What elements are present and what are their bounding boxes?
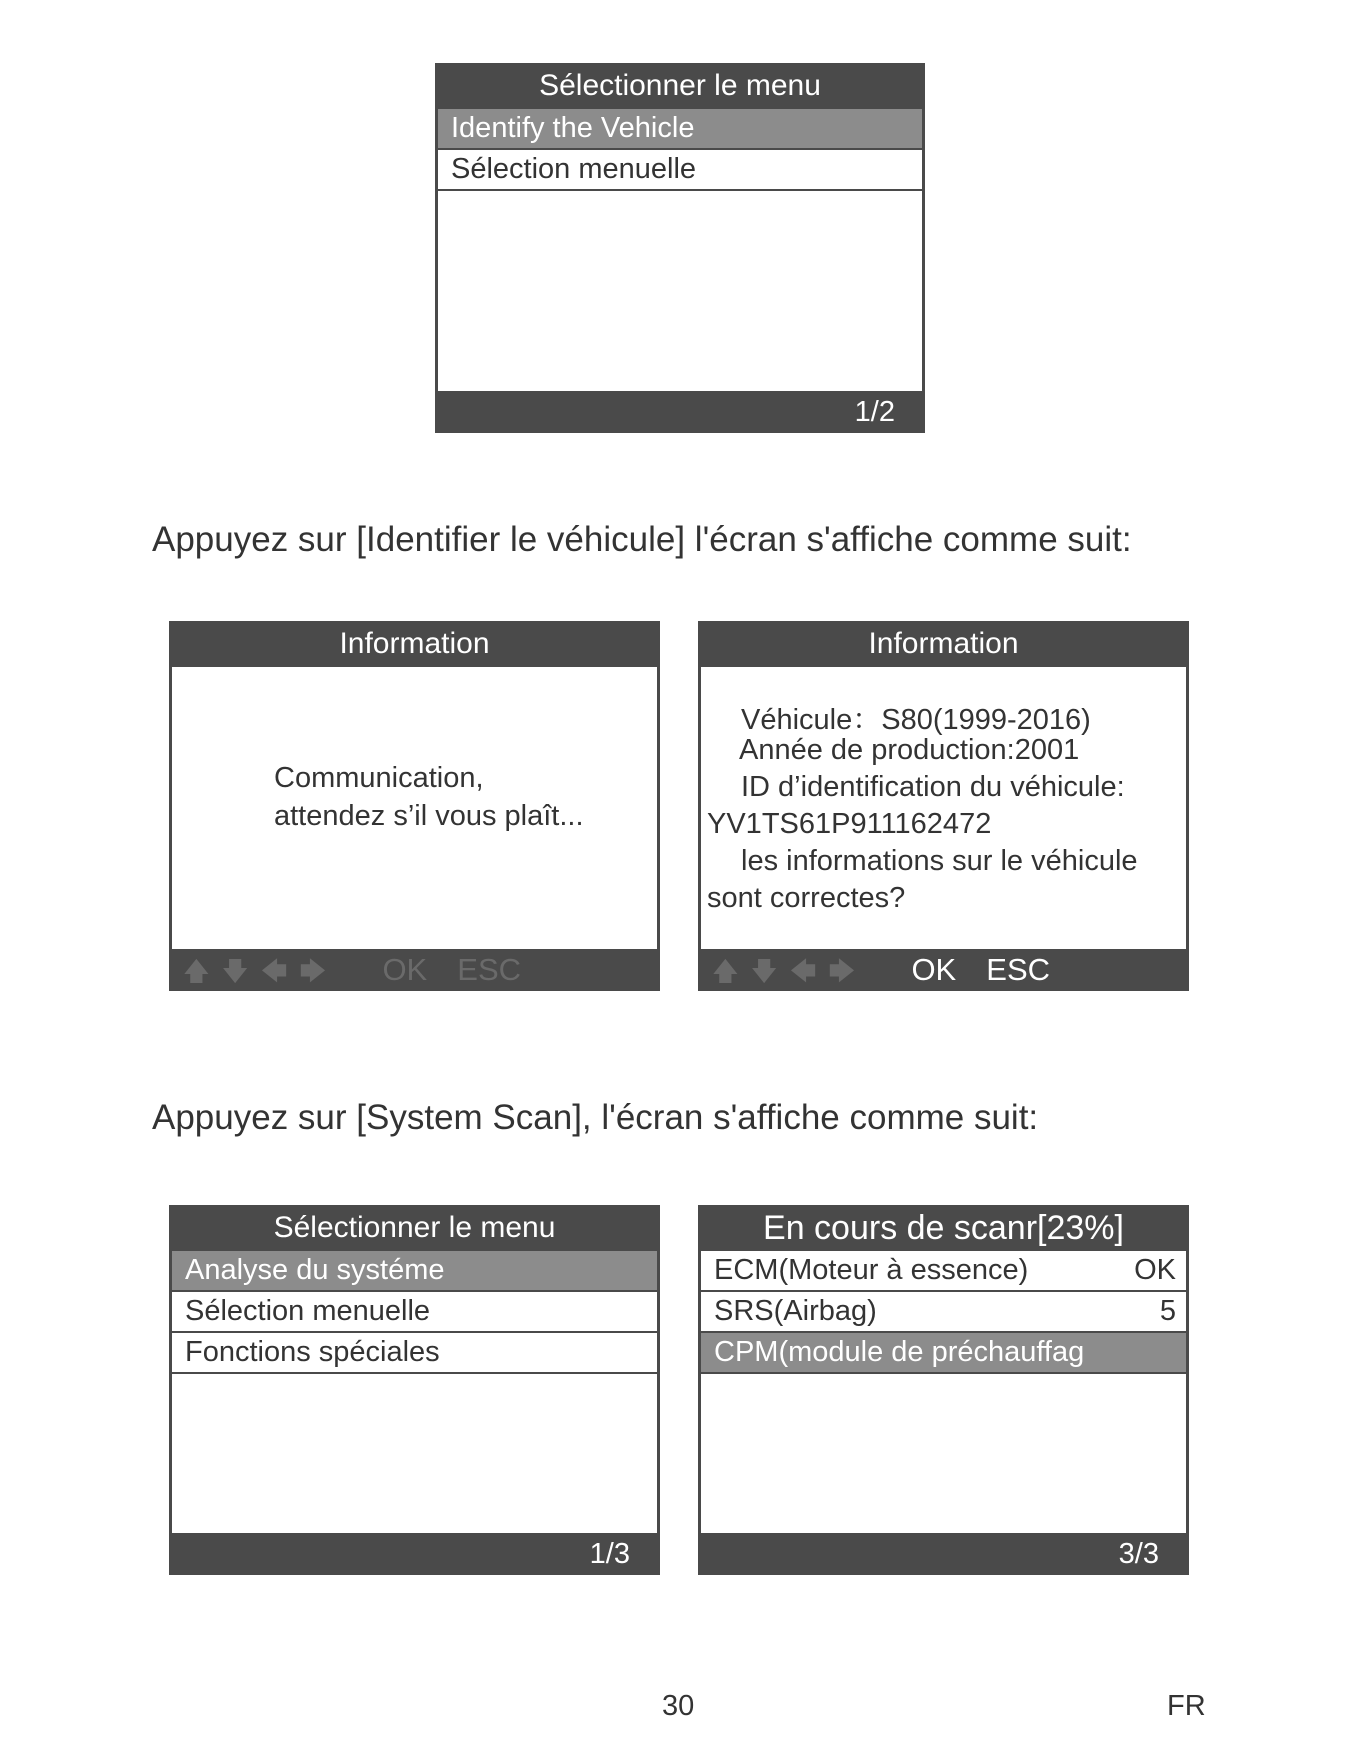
esc-button[interactable]: ESC [457, 952, 522, 987]
production-year-line: Année de production:2001 [739, 734, 1080, 766]
menu-item-manual-selection[interactable]: Sélection menuelle [438, 150, 922, 191]
ok-button[interactable]: OK [911, 952, 957, 987]
page-indicator: 1/2 [854, 396, 895, 428]
page-indicator: 1/3 [589, 1538, 630, 1570]
scan-row-ecm[interactable] [701, 1251, 1186, 1292]
module-name: CPM(module de préchauffag [714, 1336, 1085, 1368]
language-code: FR [1167, 1690, 1206, 1722]
menu-item-special-functions[interactable]: Fonctions spéciales [172, 1333, 657, 1374]
screen-footer [169, 1533, 660, 1575]
confirm-question-line: sont correctes? [707, 882, 906, 914]
arrow-right-icon: 🡆 [828, 956, 856, 986]
menu-item-system-scan[interactable]: Analyse du systéme [172, 1251, 657, 1292]
nav-controls [712, 949, 1050, 992]
screen-footer [698, 1533, 1189, 1575]
screen-footer [435, 391, 925, 433]
screen-body [701, 667, 1186, 949]
screen-body [172, 667, 657, 949]
vehicle-model-line: Véhicule：S80(1999-2016) [741, 704, 1091, 736]
module-status: OK [1134, 1254, 1176, 1286]
screen-title: Sélectionner le menu [273, 1211, 556, 1244]
menu-item-identify-vehicle[interactable]: Identify the Vehicle [438, 109, 922, 150]
arrow-up-icon: 🡅 [183, 956, 210, 986]
confirm-question-line: les informations sur le véhicule [741, 845, 1138, 877]
scan-progress-screen [698, 1205, 1189, 1575]
screen-title: Information [339, 627, 490, 660]
information-communication-screen [169, 621, 660, 991]
select-menu-screen [169, 1205, 660, 1575]
ok-button[interactable]: OK [382, 952, 428, 987]
screen-footer [698, 949, 1189, 991]
screen-title: Sélectionner le menu [539, 69, 821, 102]
screen-title: Information [868, 627, 1019, 660]
arrow-up-icon: 🡅 [712, 956, 739, 986]
menu-item-manual-selection[interactable]: Sélection menuelle [172, 1292, 657, 1333]
vin-label-line: ID d’identification du véhicule: [741, 771, 1125, 803]
arrow-left-icon: 🡄 [789, 956, 817, 986]
status-message-line: Communication, [274, 762, 484, 794]
page-indicator: 3/3 [1118, 1538, 1159, 1570]
instruction-caption: Appuyez sur [System Scan], l'écran s'affiche comme suit: [152, 1098, 1039, 1137]
arrow-right-icon: 🡆 [299, 956, 327, 986]
esc-button[interactable]: ESC [986, 952, 1051, 987]
screen-footer [169, 949, 660, 991]
arrow-down-icon: 🡇 [750, 956, 778, 986]
scan-row-srs[interactable] [701, 1292, 1186, 1333]
scan-row-cpm[interactable] [701, 1333, 1186, 1374]
instruction-caption: Appuyez sur [Identifier le véhicule] l'écran s'affiche comme suit: [152, 520, 1132, 559]
vin-value-line: YV1TS61P911162472 [707, 808, 992, 840]
status-message-line: attendez s’il vous plaît... [274, 800, 584, 832]
select-menu-screen [435, 63, 925, 433]
module-name: SRS(Airbag) [714, 1295, 877, 1327]
arrow-down-icon: 🡇 [221, 956, 249, 986]
module-name: ECM(Moteur à essence) [714, 1254, 1029, 1286]
arrow-left-icon: 🡄 [260, 956, 288, 986]
scan-results-list [701, 1251, 1186, 1533]
nav-controls [183, 949, 521, 992]
menu-list [172, 1251, 657, 1533]
information-vehicle-screen [698, 621, 1189, 991]
module-status: 5 [1159, 1295, 1176, 1327]
screen-title: En cours de scanr[23%] [763, 1209, 1124, 1247]
menu-list [438, 109, 922, 391]
page-number: 30 [662, 1690, 695, 1722]
